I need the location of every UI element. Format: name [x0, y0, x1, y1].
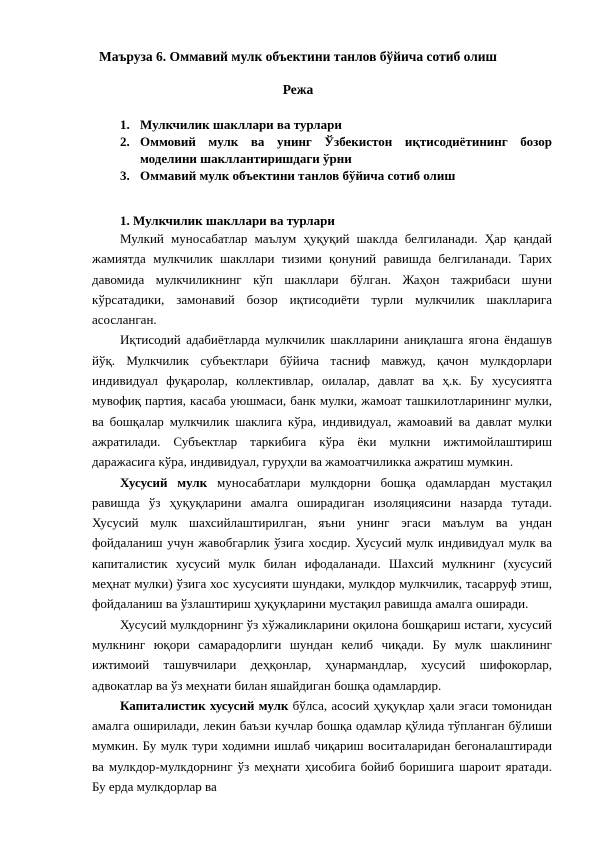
paragraph: Мулкий муносабатлар маълум ҳуқуқий шаклда белгиланади. Ҳар қандай жамиятда мулкчилик шакллари тизими қонуний равишда белгиланади. Тарих давомида мулкчиликнинг кўп шакллари бўлган. Жаҳон тажрибаси шуни кўрсатадики, замонавий бозор иқтисодиёти турли мулкчилик шаклларига асосланган. [92, 231, 552, 328]
section-heading: 1. Мулкчилик шакллари ва турлари [120, 213, 335, 228]
body-text [92, 229, 552, 797]
paragraph: Иқтисодий адабиётларда мулкчилик шаклларини аниқлашга ягона ёндашув йўқ. Мулкчилик субъектлари бўйича тасниф мавжуд, қачон мулкдорлари индивидуал фуқаролар, коллективлар, оилалар, давлат ва ҳ.к. Бу хусусиятга мувофиқ партия, касаба уюшмаси, банк мулки, жамоат ташкилотларининг мулки, ва бошқалар мулкчилик шаклига кўра, индивидуал, жамоавий ва давлат мулки ажратилади. Субъектлар таркибига кўра ёки мулкни ижтимойлаштириш даражасига кўра, индивидуал, гуруҳли ва жамоатчиликка ажратиш мумкин. [92, 332, 552, 470]
bold-term: Хусусий мулк [120, 474, 208, 490]
plan-item-number: 1. [120, 117, 130, 132]
plan-item-number: 3. [120, 168, 130, 183]
plan-item [120, 167, 552, 184]
paragraph: Хусусий мулкдорнинг ўз хўжаликларини оқилона бошқариш истаги, хусусий мулкнинг юқори самарадорлиги шундан келиб чиқади. Бу мулк шаклининг ижтимоий ташувчилари деҳқонлар, ҳунармандлар, хусусий шифокорлар, адвокатлар ва ўз меҳнати билан яшайдиган бошқа одамлардир. [92, 616, 552, 693]
paragraph [92, 696, 552, 797]
lecture-title: Маъруза 6. Оммавий мулк объектини танлов бўйича сотиб олиш [99, 49, 497, 64]
paragraph-text: муносабатлари мулкдорни бошқа одамлардан мустақил равишда ўз ҳуқуқларини амалга оширадиган изоляциясини назарда тутади. Хусусий мулк шахсийлаштирилган, яъни унинг эгаси маълум ва ундан фойдаланиш учун жавобгарлик ўзига хосдир. Хусусий мулк индивидуал мулк ва капиталистик хусусий мулк билан ифодаланади. Шахсий мулкнинг (хусусий меҳнат мулки) ўзига хос хусусияти шундаки, мулкдор мулкчилик, тасарруф этиш, фойдаланиш ва ўзлаштириш ҳуқуқларини мустақил равишда амалга оширади. [92, 474, 552, 612]
paragraph [92, 473, 552, 615]
paragraph-text: бўлса, асосий ҳуқуқлар ҳали эгаси томонидан амалга оширилади, лекин баъзи кучлар бошқа одамлар қўлида тўпланган бўлиши мумкин. Бу мулк тури ходимни ишлаб чиқариш воситаларидан бегоналаштиради ва мулкдор-мулкдорнинг ўз меҳнати ҳисобига бойиб боришига шароит яратади. Бу ерда мулкдорлар ва [92, 697, 552, 795]
plan-item-number: 2. [120, 134, 130, 149]
plan-heading: Режа [282, 82, 314, 97]
plan-item-text: Оммовий мулк ва унинг Ўзбекистон иқтисодиётининг бозор моделини шакллантиришдаги ўрни [140, 134, 552, 166]
bold-term: Капиталистик хусусий мулк [120, 697, 289, 713]
plan-item-text: Мулкчилик шакллари ва турлари [140, 117, 342, 132]
plan-list [120, 116, 552, 184]
plan-item [120, 133, 552, 167]
plan-item-text: Оммавий мулк объектини танлов бўйича сотиб олиш [140, 168, 456, 183]
plan-item [120, 116, 552, 133]
